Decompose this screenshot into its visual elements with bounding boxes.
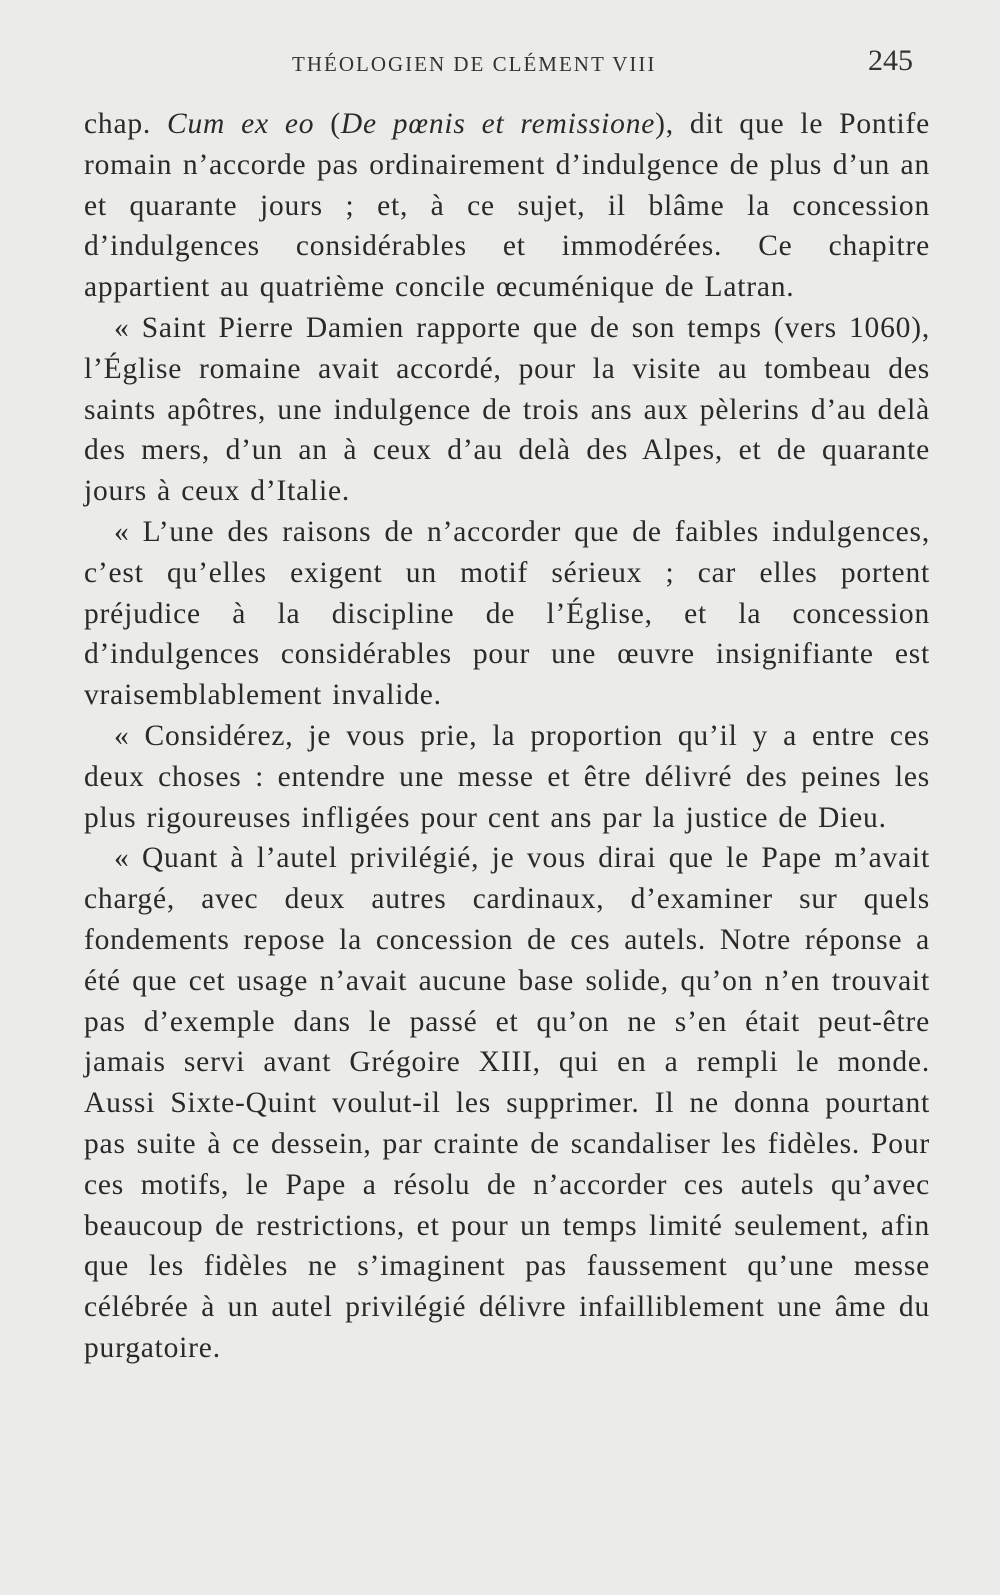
paragraph-paren: ( [314,108,341,140]
running-head: THÉOLOGIEN DE CLÉMENT VIII [292,52,657,76]
latin-title: Cum ex eo [167,108,315,140]
paragraph-lead: chap. [84,108,168,140]
paragraph-continuation [84,104,930,308]
latin-section-title: De pœnis et remissione [340,108,656,140]
paragraph: « Considérez, je vous prie, la proportion qu’il y a entre ces deux choses : entendre une messe et être délivré des peines les plus rigoureuses infligées pour cent ans par la justice de Dieu. [84,719,930,834]
paragraph-rest: ), dit que le Pontife romain n’accorde pas ordinairement d’indulgence de plus d’un an et quarante jours ; et, à ce sujet, il blâme la concession d’indulgences considérables et immodérées. Ce chapitre appartient au quatrième concile œcuménique de Latran. [84,108,930,304]
paragraph: « Quant à l’autel privilégié, je vous dirai que le Pape m’avait chargé, avec deux autres cardinaux, d’examiner sur quels fondements repose la concession de ces autels. Notre réponse a été que cet usage n’avait aucune base solide, qu’on n’en trouvait pas d’exemple dans le passé et qu’on ne s’en était peut-être jamais servi avant Grégoire XIII, qui en a rempli le monde. Aussi Sixte-Quint voulut-il les supprimer. Il ne donna pourtant pas suite à ce dessein, par crainte de scandaliser les fidèles. Pour ces motifs, le Pape a résolu de n’accorder ces autels qu’avec beaucoup de restrictions, et pour un temps limité seulement, afin que les fidèles ne s’imaginent pas faussement qu’une messe célébrée à un autel privilégié délivre infailliblement une âme du purgatoire. [84,842,930,1364]
body-text [84,104,930,1369]
paragraph: « L’une des raisons de n’accorder que de faibles indulgences, c’est qu’elles exigent un motif sérieux ; car elles portent préjudice à la discipline de l’Église, et la concession d’indulgences considérables pour une œuvre insignifiante est vraisemblablement invalide. [84,515,930,712]
paragraph: « Saint Pierre Damien rapporte que de son temps (vers 1060), l’Église romaine avait accordé, pour la visite au tombeau des saints apôtres, une indulgence de trois ans aux pèlerins d’au delà des mers, d’un an à ceux d’au delà des Alpes, et de quarante jours à ceux d’Italie. [84,311,930,508]
page-number: 245 [868,44,913,77]
